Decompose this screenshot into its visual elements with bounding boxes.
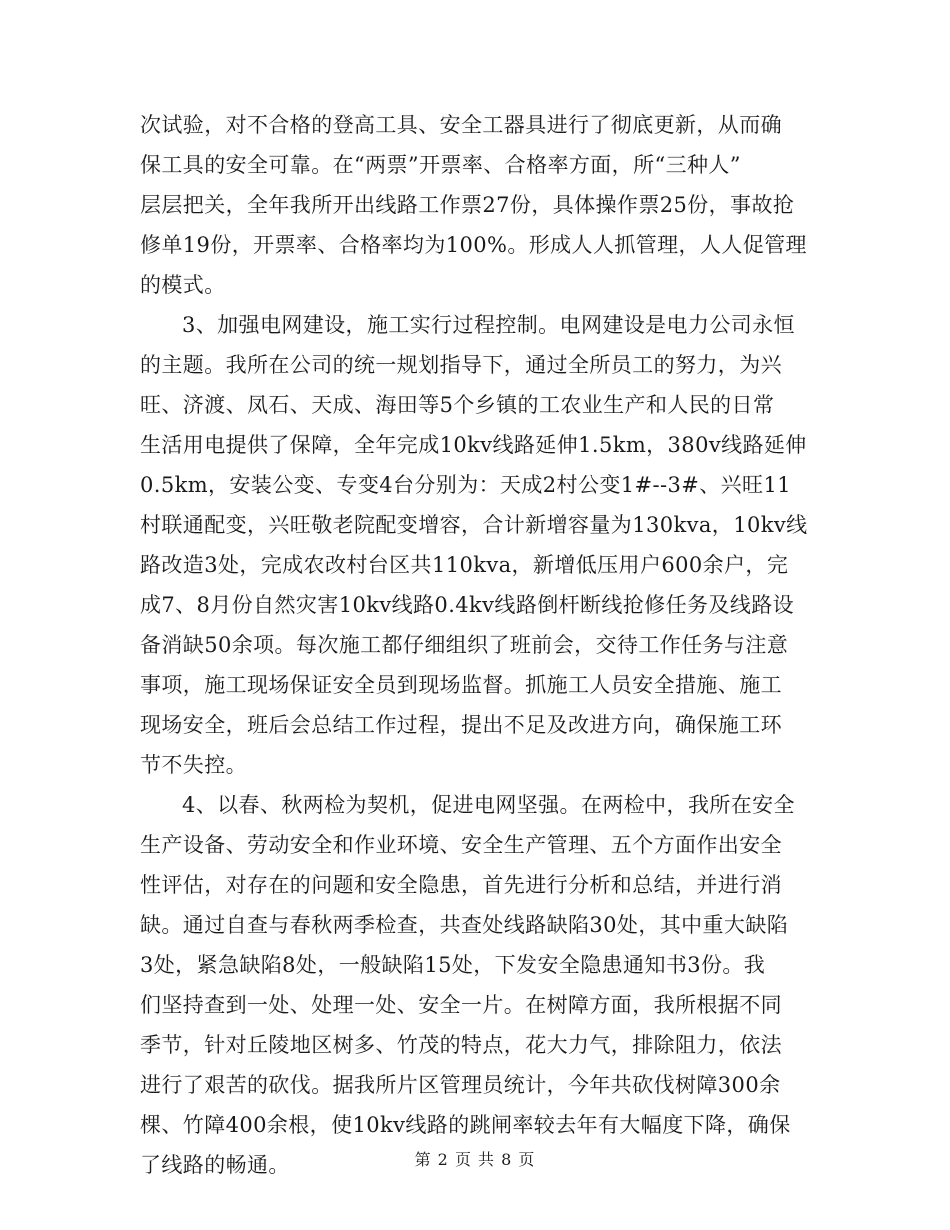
text-line: 性评估，对存在的问题和安全隐患，首先进行分析和总结，并进行消	[140, 873, 782, 897]
text-line: 村联通配变，兴旺敬老院配变增容，合计新增容量为130kva，10kv线	[140, 513, 808, 537]
text-line: 旺、济渡、凤石、天成、海田等5个乡镇的工农业生产和人民的日常	[140, 393, 775, 417]
text-line: 生活用电提供了保障，全年完成10kv线路延伸1.5km，380v线路延伸	[140, 433, 807, 457]
text-line: 们坚持查到一处、处理一处、安全一片。在树障方面，我所根据不同	[140, 993, 782, 1017]
text-line: 3处，紧急缺陷8处，一般缺陷15处，下发安全隐患通知书3份。我	[140, 953, 766, 977]
text-line: 进行了艰苦的砍伐。据我所片区管理员统计，今年共砍伐树障300余	[140, 1073, 781, 1097]
body-text	[140, 105, 815, 1185]
text-line: 的主题。我所在公司的统一规划指导下，通过全所员工的努力，为兴	[140, 353, 782, 377]
text-line: 修单19份，开票率、合格率均为100%。形成人人抓管理，人人促管理	[140, 233, 807, 257]
text-line: 现场安全，班后会总结工作过程，提出不足及改进方向，确保施工环	[140, 713, 782, 737]
text-line: 层层把关，全年我所开出线路工作票27份，具体操作票25份，事故抢	[140, 193, 795, 217]
text-line: 节不失控。	[140, 753, 247, 777]
text-line: 0.5km，安装公变、专变4台分别为：天成2村公变1#--3#、兴旺11	[140, 473, 791, 497]
text-line: 事项，施工现场保证安全员到现场监督。抓施工人员安全措施、施工	[140, 673, 782, 697]
text-line: 备消缺50余项。每次施工都仔细组织了班前会，交待工作任务与注意	[140, 633, 789, 657]
text-line: 的模式。	[140, 273, 226, 297]
text-line: 缺。通过自查与春秋两季检查，共查处线路缺陷30处，其中重大缺陷	[140, 913, 789, 937]
text-line: 路改造3处，完成农改村台区共110kva，新增低压用户600余户，完	[140, 553, 789, 577]
text-line: 保工具的安全可靠。在“两票”开票率、合格率方面，所“三种人”	[140, 153, 741, 177]
text-line: 次试验，对不合格的登高工具、安全工器具进行了彻底更新，从而确	[140, 113, 782, 137]
text-line: 生产设备、劳动安全和作业环境、安全生产管理、五个方面作出安全	[140, 833, 782, 857]
text-line: 棵、竹障400余根，使10kv线路的跳闸率较去年有大幅度下降，确保	[140, 1113, 791, 1137]
text-line: 3、加强电网建设，施工实行过程控制。电网建设是电力公司永恒	[182, 313, 795, 337]
text-line: 成7、8月份自然灾害10kv线路0.4kv线路倒杆断线抢修任务及线路设	[140, 593, 795, 617]
text-line: 了线路的畅通。	[140, 1153, 290, 1177]
page-footer: 第 2 页 共 8 页	[414, 1150, 536, 1169]
text-line: 4、以春、秋两检为契机，促进电网坚强。在两检中，我所在安全	[182, 793, 795, 817]
text-line: 季节，针对丘陵地区树多、竹茂的特点，花大力气，排除阻力，依法	[140, 1033, 782, 1057]
